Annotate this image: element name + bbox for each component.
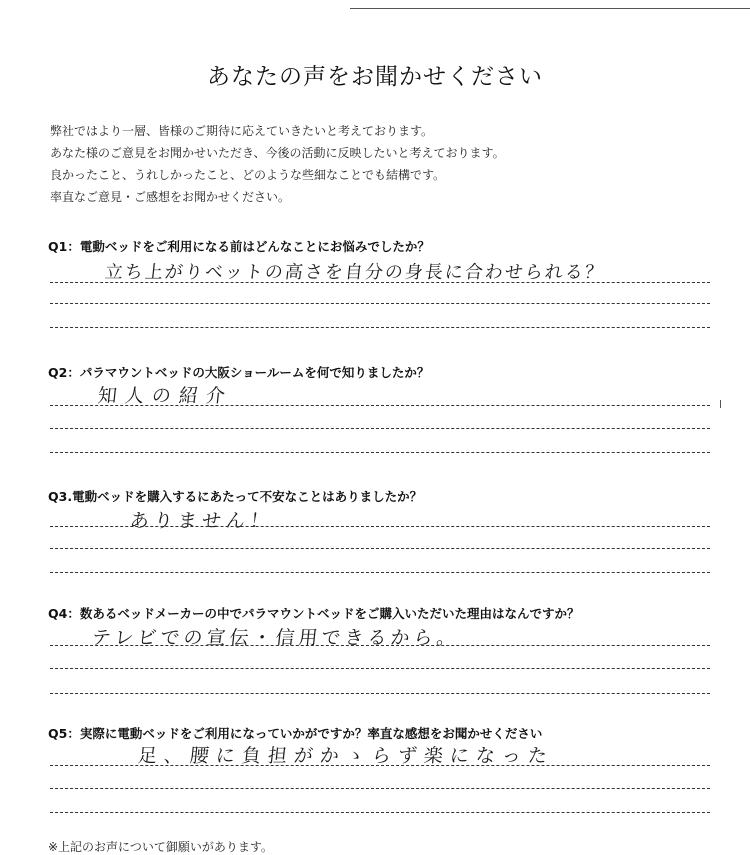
question-5: Q5：実際に電動ベッドをご利用になっていかがですか？率直な感想をお聞かせください: [48, 726, 543, 741]
intro-text: [50, 120, 740, 208]
intro-line: あなた様のご意見をお聞かせいただき、今後の活動に反映したいと考えております。: [50, 146, 505, 160]
answer-line: [50, 405, 710, 406]
intro-line: 率直なご意見・ご感想をお聞かせください。: [50, 190, 291, 204]
answer-line: [50, 645, 710, 646]
answer-3: ありません！: [128, 510, 276, 532]
answer-line: [50, 788, 710, 789]
question-3: Q3.電動ベッドを購入するにあたって不安なことはありましたか？: [48, 489, 423, 504]
edge-mark: [720, 400, 721, 408]
answer-line: [50, 693, 710, 694]
answer-line: [50, 572, 710, 573]
answer-line: [50, 428, 710, 429]
answer-line: [50, 812, 710, 813]
footer-note: ※上記のお声について御願いがあります。: [48, 840, 273, 854]
answer-1: 立ち上がりベットの高さを自分の身長に合わせられる？: [103, 262, 606, 283]
answer-2: 知人の紹介: [96, 385, 235, 407]
answer-line: [50, 765, 710, 766]
question-1: Q1：電動ベッドをご利用になる前はどんなことにお悩みでしたか？: [48, 239, 430, 254]
answer-5: 足、腰に負担がかゝらず楽になった: [136, 745, 556, 767]
top-edge-line: [350, 8, 750, 9]
answer-line: [50, 526, 710, 527]
question-2: Q2：パラマウントベッドの大阪ショールームを何で知りましたか？: [48, 365, 430, 380]
answer-line: [50, 303, 710, 304]
answer-line: [50, 668, 710, 669]
intro-line: 良かったこと、うれしかったこと、どのような些細なことでも結構です。: [50, 168, 446, 182]
answer-line: [50, 282, 710, 283]
question-4: Q4：数あるベッドメーカーの中でパラマウントベッドをご購入いただいた理由はなんですか？: [48, 606, 580, 621]
answer-line: [50, 548, 710, 549]
answer-4: テレビでの宣伝・信用できるから。: [90, 627, 461, 649]
answer-line: [50, 452, 710, 453]
answer-line: [50, 327, 710, 328]
page-title: あなたの声をお聞かせください: [207, 64, 543, 90]
intro-line: 弊社ではより一層、皆様のご期待に応えていきたいと考えております。: [50, 124, 434, 138]
